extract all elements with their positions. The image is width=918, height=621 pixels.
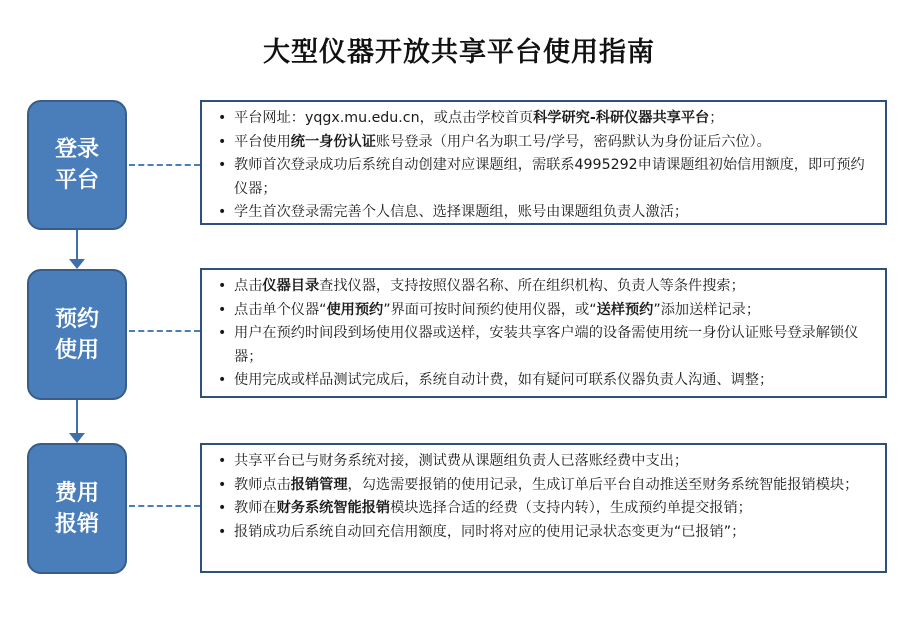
section-login-details xyxy=(200,100,887,225)
bold-text: 报销管理 xyxy=(290,476,348,493)
step-label-line1: 预约 xyxy=(54,306,99,332)
bullet-item xyxy=(216,275,875,299)
step-reserve-use xyxy=(27,269,127,400)
text: 点击 xyxy=(234,278,263,294)
text: 共享平台已与财务系统对接，测试费从课题组负责人已落账经费中支出； xyxy=(234,453,689,469)
bold-text: 使用预约 xyxy=(326,301,384,318)
text: 用户在预约时间段到场使用仪器或送样，安装共享客户端的设备需使用统一身份认证账号登录解锁仪器； xyxy=(234,325,859,365)
step-label-line2: 使用 xyxy=(54,337,99,363)
bullet-item xyxy=(216,107,875,131)
bullet-list xyxy=(216,275,875,393)
text: 报销成功后系统自动回充信用额度，同时将对应的使用记录状态变更为“已报销”； xyxy=(234,523,746,540)
bullet-item xyxy=(216,450,875,474)
text: 教师点击 xyxy=(234,476,291,493)
dashed-connector xyxy=(129,505,200,507)
text: 学生首次登录需完善个人信息、选择课题组，账号由课题组负责人激活； xyxy=(234,204,689,220)
page-title: 大型仪器开放共享平台使用指南 xyxy=(263,37,655,68)
text: ； xyxy=(709,110,724,126)
step-label-line2: 报销 xyxy=(54,511,99,537)
text: 平台网址：yqgx.mu.edu.cn，或点击学校首页 xyxy=(234,110,534,126)
text: 教师首次登录成功后系统自动创建对应课题组，需联系4995292申请课题组初始信用额度，即可预约仪器； xyxy=(234,157,865,197)
section-reimburse-details xyxy=(200,443,887,573)
step-reimbursement xyxy=(27,443,127,574)
text: 点击单个仪器“ xyxy=(234,301,327,318)
text: 模块选择合适的经费（支持内转），生成预约单提交报销； xyxy=(390,500,752,516)
text: 平台使用 xyxy=(234,133,291,150)
bullet-item xyxy=(216,521,875,545)
text: ”界面可按时间预约使用仪器，或“ xyxy=(383,301,597,318)
bullet-item xyxy=(216,322,875,369)
bullet-item xyxy=(216,369,875,393)
dashed-connector xyxy=(129,164,200,166)
bullet-item xyxy=(216,154,875,201)
step-login-platform xyxy=(27,100,127,230)
text: ”添加送样记录； xyxy=(653,301,761,318)
bold-text: 科学研究-科研仪器共享平台 xyxy=(533,110,710,126)
bullet-item xyxy=(216,474,875,498)
bullet-item xyxy=(216,131,875,155)
bullet-list xyxy=(216,450,875,544)
text: 教师在 xyxy=(234,500,277,516)
flow-arrow-down-icon xyxy=(69,230,85,269)
bullet-list xyxy=(216,107,875,225)
bullet-item xyxy=(216,299,875,323)
text: 账号登录（用户名为职工号/学号，密码默认为身份证后六位）。 xyxy=(375,133,771,150)
bold-text: 财务系统智能报销 xyxy=(276,500,391,516)
text: ，勾选需要报销的使用记录，生成订单后平台自动推送至财务系统智能报销模块； xyxy=(347,476,859,493)
dashed-connector xyxy=(129,330,200,332)
bold-text: 仪器目录 xyxy=(262,278,320,294)
step-label-line2: 平台 xyxy=(54,168,99,193)
bold-text: 送样预约 xyxy=(596,301,654,318)
text: 使用完成或样品测试完成后，系统自动计费，如有疑问可联系仪器负责人沟通、调整； xyxy=(234,372,774,388)
step-label-line1: 费用 xyxy=(54,480,99,506)
bold-text: 统一身份认证 xyxy=(290,133,376,150)
step-label-line1: 登录 xyxy=(54,137,99,162)
bullet-item xyxy=(216,497,875,521)
text: 查找仪器，支持按照仪器名称、所在组织机构、负责人等条件搜索； xyxy=(319,278,745,294)
flow-arrow-down-icon xyxy=(69,400,85,443)
section-reserve-details xyxy=(200,268,887,398)
bullet-item xyxy=(216,201,875,225)
